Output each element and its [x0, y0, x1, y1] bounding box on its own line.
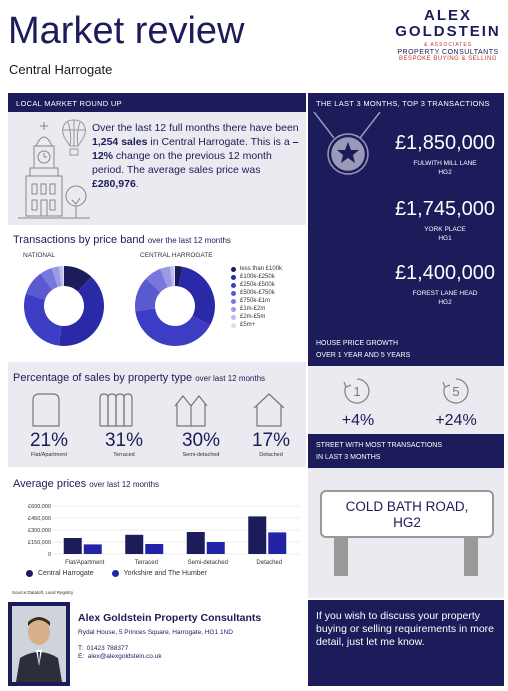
legend-label: £5m+: [240, 322, 256, 328]
legend-dot: [231, 315, 236, 320]
logo-line-5: BESPOKE BUYING & SELLING: [398, 56, 498, 62]
flat-stat: 21% Flat/Apartment: [29, 430, 69, 458]
transaction-street: FOREST LANE HEAD: [412, 290, 478, 297]
one-year-icon: [342, 376, 372, 406]
average-prices-heading: Average prices over last 12 months: [13, 478, 160, 490]
logo-line-2: GOLDSTEIN: [395, 23, 501, 40]
bar-central-harrogate: [64, 538, 82, 554]
page-title: Market review: [8, 10, 245, 52]
page-subtitle: Central Harrogate: [9, 62, 113, 77]
contact-name: Alex Goldstein Property Consultants: [78, 612, 262, 624]
svg-text:1: 1: [353, 384, 361, 399]
central-slice-1: [179, 267, 215, 326]
contact-phone-row: T: 01423 788377: [78, 645, 129, 652]
y-tick-label: £450,000: [28, 516, 51, 522]
semi-detached-stat: 30% Semi-detached: [181, 430, 221, 458]
call-to-action: If you wish to discuss your property buying or selling requirements in more detail, just let me know.: [308, 600, 504, 686]
price-band-legend-item: [231, 322, 282, 328]
contact-email-row: E: alex@alexgoldstein.co.uk: [78, 653, 162, 660]
national-label: NATIONAL: [23, 252, 56, 259]
bar-central-harrogate: [125, 535, 143, 554]
price-band-legend-item: [231, 274, 282, 280]
logo-line-4: PROPERTY CONSULTANTS: [397, 49, 499, 56]
source-note: Source:Dataloft, Land Registry: [12, 590, 74, 595]
contact-address: Rydal House, 5 Princes Square, Harrogate, HG1 1ND: [78, 629, 233, 636]
price-band-legend-item: [231, 266, 282, 272]
legend-dot: [231, 299, 236, 304]
property-type-heading: Percentage of sales by property type over last 12 months: [13, 372, 266, 384]
transaction-1: [390, 132, 500, 177]
logo-line-3: & ASSOCIATES: [423, 42, 473, 48]
avatar: [12, 606, 66, 682]
phone-link[interactable]: 01423 788377: [86, 645, 129, 652]
street-sign: COLD BATH ROAD, HG2: [320, 490, 494, 538]
legend-label: £2m-£5m: [240, 314, 266, 320]
legend-label: £250k-£500k: [240, 282, 275, 288]
detached-icon: [252, 390, 286, 428]
street-heading: STREET WITH MOST TRANSACTIONS IN LAST 3 MONTHS: [308, 434, 504, 468]
transaction-price: £1,850,000: [394, 132, 496, 154]
detached-stat: 17% Detached: [251, 430, 291, 458]
x-tick-label: Detached: [256, 560, 283, 566]
terraced-icon: [98, 390, 138, 428]
legend-label: less than £100k: [240, 266, 283, 272]
price-band-legend-item: [231, 306, 282, 312]
transaction-2: [390, 198, 500, 243]
hot-air-balloon-icon: [58, 118, 90, 158]
flat-icon: [29, 390, 63, 428]
bar-central-harrogate: [248, 516, 266, 554]
legend-yorkshire: Yorkshire and The Humber: [112, 570, 207, 577]
y-tick-label: £600,000: [28, 504, 51, 510]
legend-label: £100k-£250k: [240, 274, 275, 280]
x-tick-label: Terraced: [134, 560, 158, 566]
svg-text:5: 5: [452, 384, 460, 399]
price-band-heading: Transactions by price band over the last 12 months: [13, 234, 231, 246]
legend-dot: [231, 267, 236, 272]
legend-central-harrogate: Central Harrogate: [26, 570, 94, 577]
y-tick-label: £300,000: [28, 528, 51, 534]
five-year-icon: [441, 376, 471, 406]
transaction-street: FULWITH MILL LANE: [413, 160, 477, 167]
logo-line-1: ALEX: [423, 7, 472, 24]
top-transactions-panel: [308, 112, 504, 332]
bar-yorkshire: [84, 544, 102, 554]
transaction-3: [390, 262, 500, 307]
local-market-text: Over the last 12 full months there have been 1,254 sales in Central Harrogate. This is a –12% change on the previous 12 month period. The average sales price was £280,976.: [92, 122, 299, 190]
legend-dot: [231, 275, 236, 280]
x-tick-label: Semi-detached: [187, 560, 228, 566]
contact-panel: [8, 600, 306, 686]
average-prices-panel: [8, 468, 306, 598]
price-band-legend-item: [231, 282, 282, 288]
transaction-postcode: HG2: [438, 169, 452, 176]
growth-heading: HOUSE PRICE GROWTH OVER 1 YEAR AND 5 YEARS: [308, 332, 504, 366]
transaction-price: £1,400,000: [394, 262, 496, 284]
price-band-legend: [231, 266, 282, 330]
central-harrogate-donut-chart: [133, 264, 217, 348]
average-prices-legend: [26, 570, 207, 577]
legend-label: £500k-£750k: [240, 290, 275, 296]
bar-yorkshire: [268, 532, 286, 554]
bar-yorkshire: [145, 544, 163, 554]
five-year-growth: +24%: [435, 412, 477, 429]
street-panel: [308, 468, 504, 598]
y-tick-label: 0: [47, 552, 51, 558]
central-harrogate-label: CENTRAL HARROGATE: [140, 252, 213, 259]
average-prices-chart: [8, 498, 306, 568]
growth-panel: [308, 366, 504, 434]
property-type-panel: [8, 362, 306, 467]
legend-dot: [231, 307, 236, 312]
email-link[interactable]: alex@alexgoldstein.co.uk: [87, 653, 162, 660]
property-type-stats: [13, 430, 303, 458]
price-band-legend-item: [231, 290, 282, 296]
x-tick-label: Flat/Apartment: [65, 560, 105, 566]
transaction-postcode: HG1: [438, 235, 452, 242]
medal-icon: [310, 112, 386, 192]
legend-dot: [112, 570, 119, 577]
legend-dot: [231, 323, 236, 328]
price-band-legend-item: [231, 298, 282, 304]
y-tick-label: £150,000: [28, 540, 51, 546]
transaction-street: YORK PLACE: [424, 226, 466, 233]
bar-yorkshire: [207, 542, 225, 554]
terraced-stat: 31% Terraced: [104, 430, 144, 458]
price-band-legend-item: [231, 314, 282, 320]
top-transactions-heading: THE LAST 3 MONTHS, TOP 3 TRANSACTIONS: [308, 93, 504, 112]
local-market-panel: [8, 112, 306, 225]
legend-dot: [231, 291, 236, 296]
bar-central-harrogate: [187, 532, 205, 554]
transaction-postcode: HG2: [438, 299, 452, 306]
legend-dot: [26, 570, 33, 577]
price-band-panel: [8, 226, 306, 360]
legend-label: £750k-£1m: [240, 298, 271, 304]
legend-label: £1m-£2m: [240, 306, 266, 312]
semi-detached-icon: [173, 390, 213, 428]
one-year-growth: +4%: [341, 412, 375, 429]
local-market-heading: LOCAL MARKET ROUND UP: [8, 93, 306, 112]
profile-photo-frame: [8, 602, 70, 686]
national-slice-2: [24, 294, 61, 346]
company-logo: [392, 8, 504, 62]
legend-dot: [231, 283, 236, 288]
transaction-price: £1,745,000: [394, 198, 496, 220]
national-donut-chart: [22, 264, 106, 348]
